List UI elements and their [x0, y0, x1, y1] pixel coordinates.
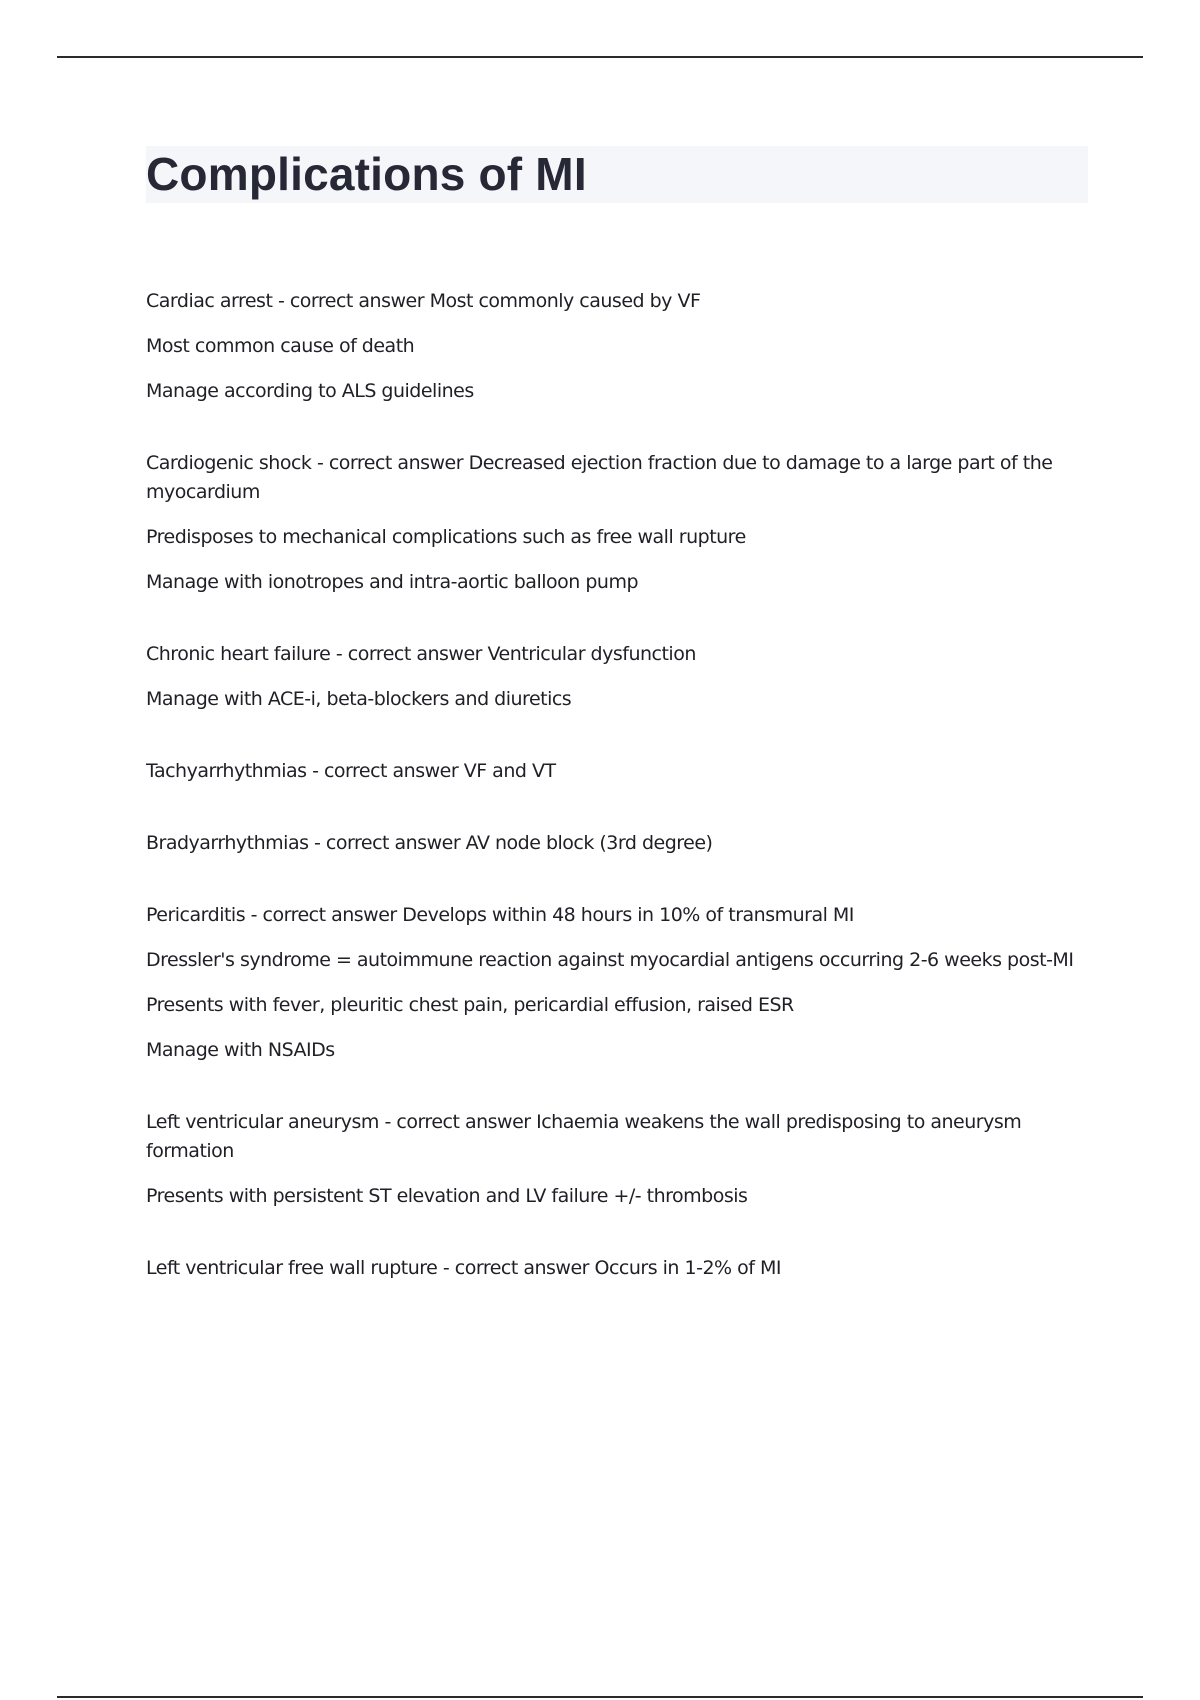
- top-rule: [57, 56, 1143, 58]
- entry-lv-free-wall-rupture: [146, 1254, 1076, 1283]
- entry-cardiogenic-shock: [146, 449, 1076, 597]
- document-body: [146, 287, 1076, 1326]
- entry-tachyarrhythmias: [146, 757, 1076, 786]
- entry-bradyarrhythmias: [146, 829, 1076, 858]
- entry-line: Pericarditis - correct answer Develops within 48 hours in 10% of transmural MI: [146, 904, 854, 926]
- entry-line: Dressler's syndrome = autoimmune reaction against myocardial antigens occurring 2-6 weeks post-MI: [146, 949, 1074, 971]
- entry-line: Chronic heart failure - correct answer Ventricular dysfunction: [146, 643, 696, 665]
- entry-pericarditis: [146, 901, 1076, 1065]
- entry-line: Manage with NSAIDs: [146, 1039, 335, 1061]
- entry-line: Cardiac arrest - correct answer Most commonly caused by VF: [146, 290, 701, 312]
- bottom-rule: [57, 1696, 1143, 1698]
- entry-line: Left ventricular free wall rupture - correct answer Occurs in 1-2% of MI: [146, 1257, 781, 1279]
- title-block: [146, 146, 1088, 203]
- entry-chronic-heart-failure: [146, 640, 1076, 714]
- entry-lv-aneurysm: [146, 1108, 1076, 1211]
- entry-line: Manage according to ALS guidelines: [146, 380, 474, 402]
- page-title: Complications of MI: [146, 148, 587, 200]
- entry-line: Bradyarrhythmias - correct answer AV node block (3rd degree): [146, 832, 713, 854]
- entry-line: Manage with ionotropes and intra-aortic balloon pump: [146, 571, 639, 593]
- entry-line: Left ventricular aneurysm - correct answer Ichaemia weakens the wall predisposing to aneurysm formation: [146, 1111, 1022, 1162]
- entry-cardiac-arrest: [146, 287, 1076, 406]
- entry-line: Tachyarrhythmias - correct answer VF and VT: [146, 760, 556, 782]
- entry-line: Most common cause of death: [146, 335, 415, 357]
- entry-line: Presents with fever, pleuritic chest pain, pericardial effusion, raised ESR: [146, 994, 794, 1016]
- entry-line: Presents with persistent ST elevation and LV failure +/- thrombosis: [146, 1185, 748, 1207]
- entry-line: Cardiogenic shock - correct answer Decreased ejection fraction due to damage to a large part of the myocardium: [146, 452, 1053, 503]
- entry-line: Predisposes to mechanical complications such as free wall rupture: [146, 526, 746, 548]
- entry-line: Manage with ACE-i, beta-blockers and diuretics: [146, 688, 572, 710]
